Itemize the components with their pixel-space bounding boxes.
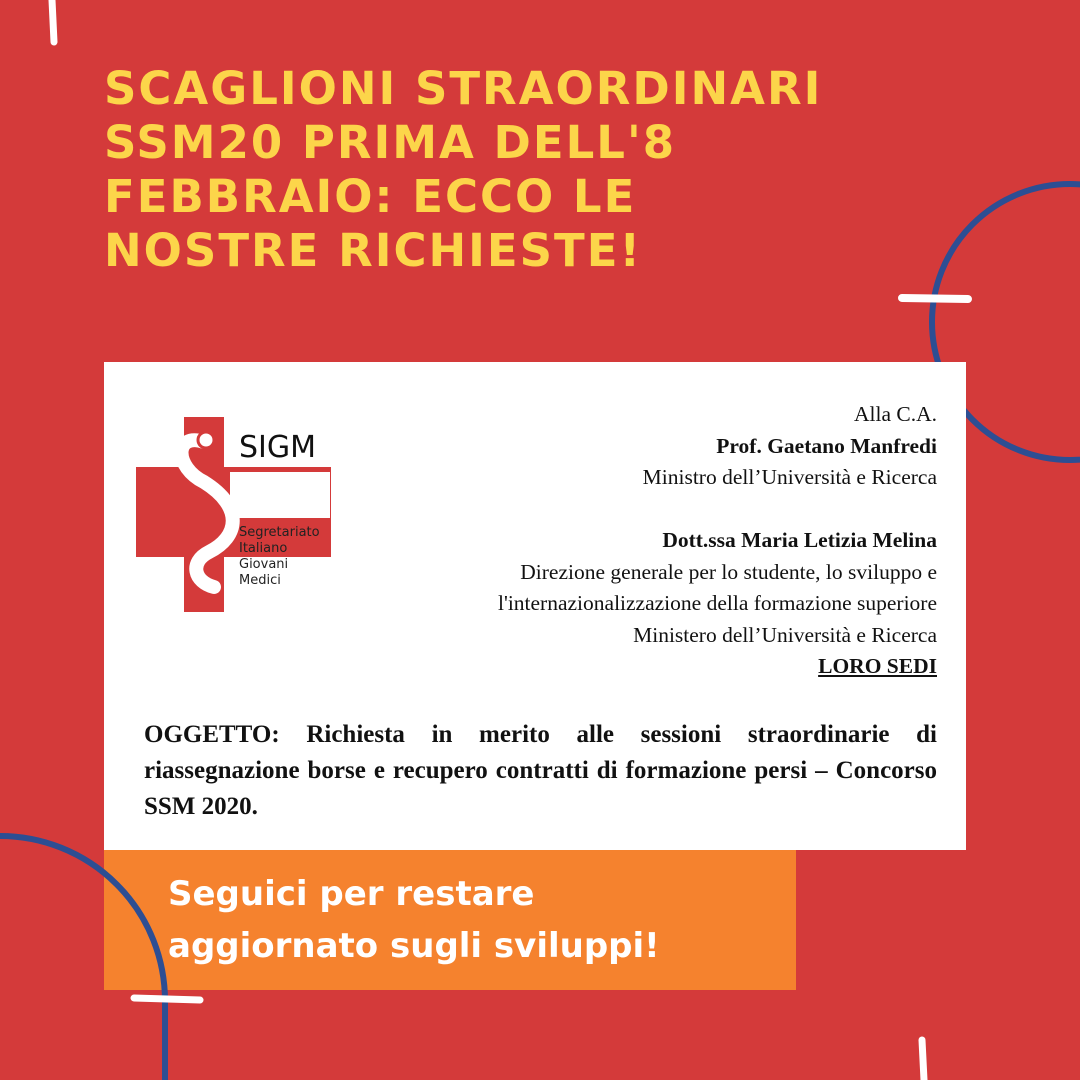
recipient1-name: Prof. Gaetano Manfredi <box>716 433 937 458</box>
recipient2-role-line: l'internazionalizzazione della formazione superiore <box>497 591 937 615</box>
headline-line-4: NOSTRE RICHIESTE! <box>104 224 643 277</box>
cta-banner <box>104 850 796 990</box>
letter-card <box>104 362 966 850</box>
logo-subtitle-line: Segretariato <box>239 525 320 540</box>
headline-line-3: FEBBRAIO: ECCO LE <box>104 170 637 223</box>
chalk-stroke-right <box>902 298 968 299</box>
closing-line: LORO SEDI <box>818 654 937 678</box>
logo-subtitle-line: Italiano <box>239 541 288 556</box>
recipient1-role: Ministro dell’Università e Ricerca <box>642 465 937 489</box>
logo-subtitle-line: Giovani <box>239 557 289 572</box>
logo-subtitle-line: Medici <box>239 573 281 588</box>
cta-line-2: aggiornato sugli sviluppi! <box>168 926 660 966</box>
logo-name: SIGM <box>239 430 317 465</box>
headline-line-2: SSM20 PRIMA DELL'8 <box>104 116 677 169</box>
headline <box>104 62 984 278</box>
recipient2-role-line: Direzione generale per lo studente, lo sviluppo e <box>520 559 937 584</box>
logo-subtitle <box>239 525 320 589</box>
addressee-block <box>337 399 937 683</box>
headline-line-1: SCAGLIONI STRAORDINARI <box>104 62 823 115</box>
letter-subject: OGGETTO: Richiesta in merito alle sessioni straordinarie di riassegnazione borse e recupero contratti di formazione persi – Concorso SSM 2020. <box>144 721 937 820</box>
addressee-spacer <box>337 494 937 526</box>
attention-line: Alla C.A. <box>853 402 937 426</box>
recipient2-role-line: Ministero dell’Università e Ricerca <box>633 622 937 647</box>
cta-line-1: Seguici per restare <box>168 874 535 914</box>
recipient2-name: Dott.ssa Maria Letizia Melina <box>662 528 937 552</box>
cta-text <box>168 868 660 972</box>
chalk-stroke-bottom-right <box>922 1040 924 1080</box>
chalk-stroke-bottom-left <box>134 998 200 1000</box>
chalk-stroke-top-left <box>52 0 54 42</box>
